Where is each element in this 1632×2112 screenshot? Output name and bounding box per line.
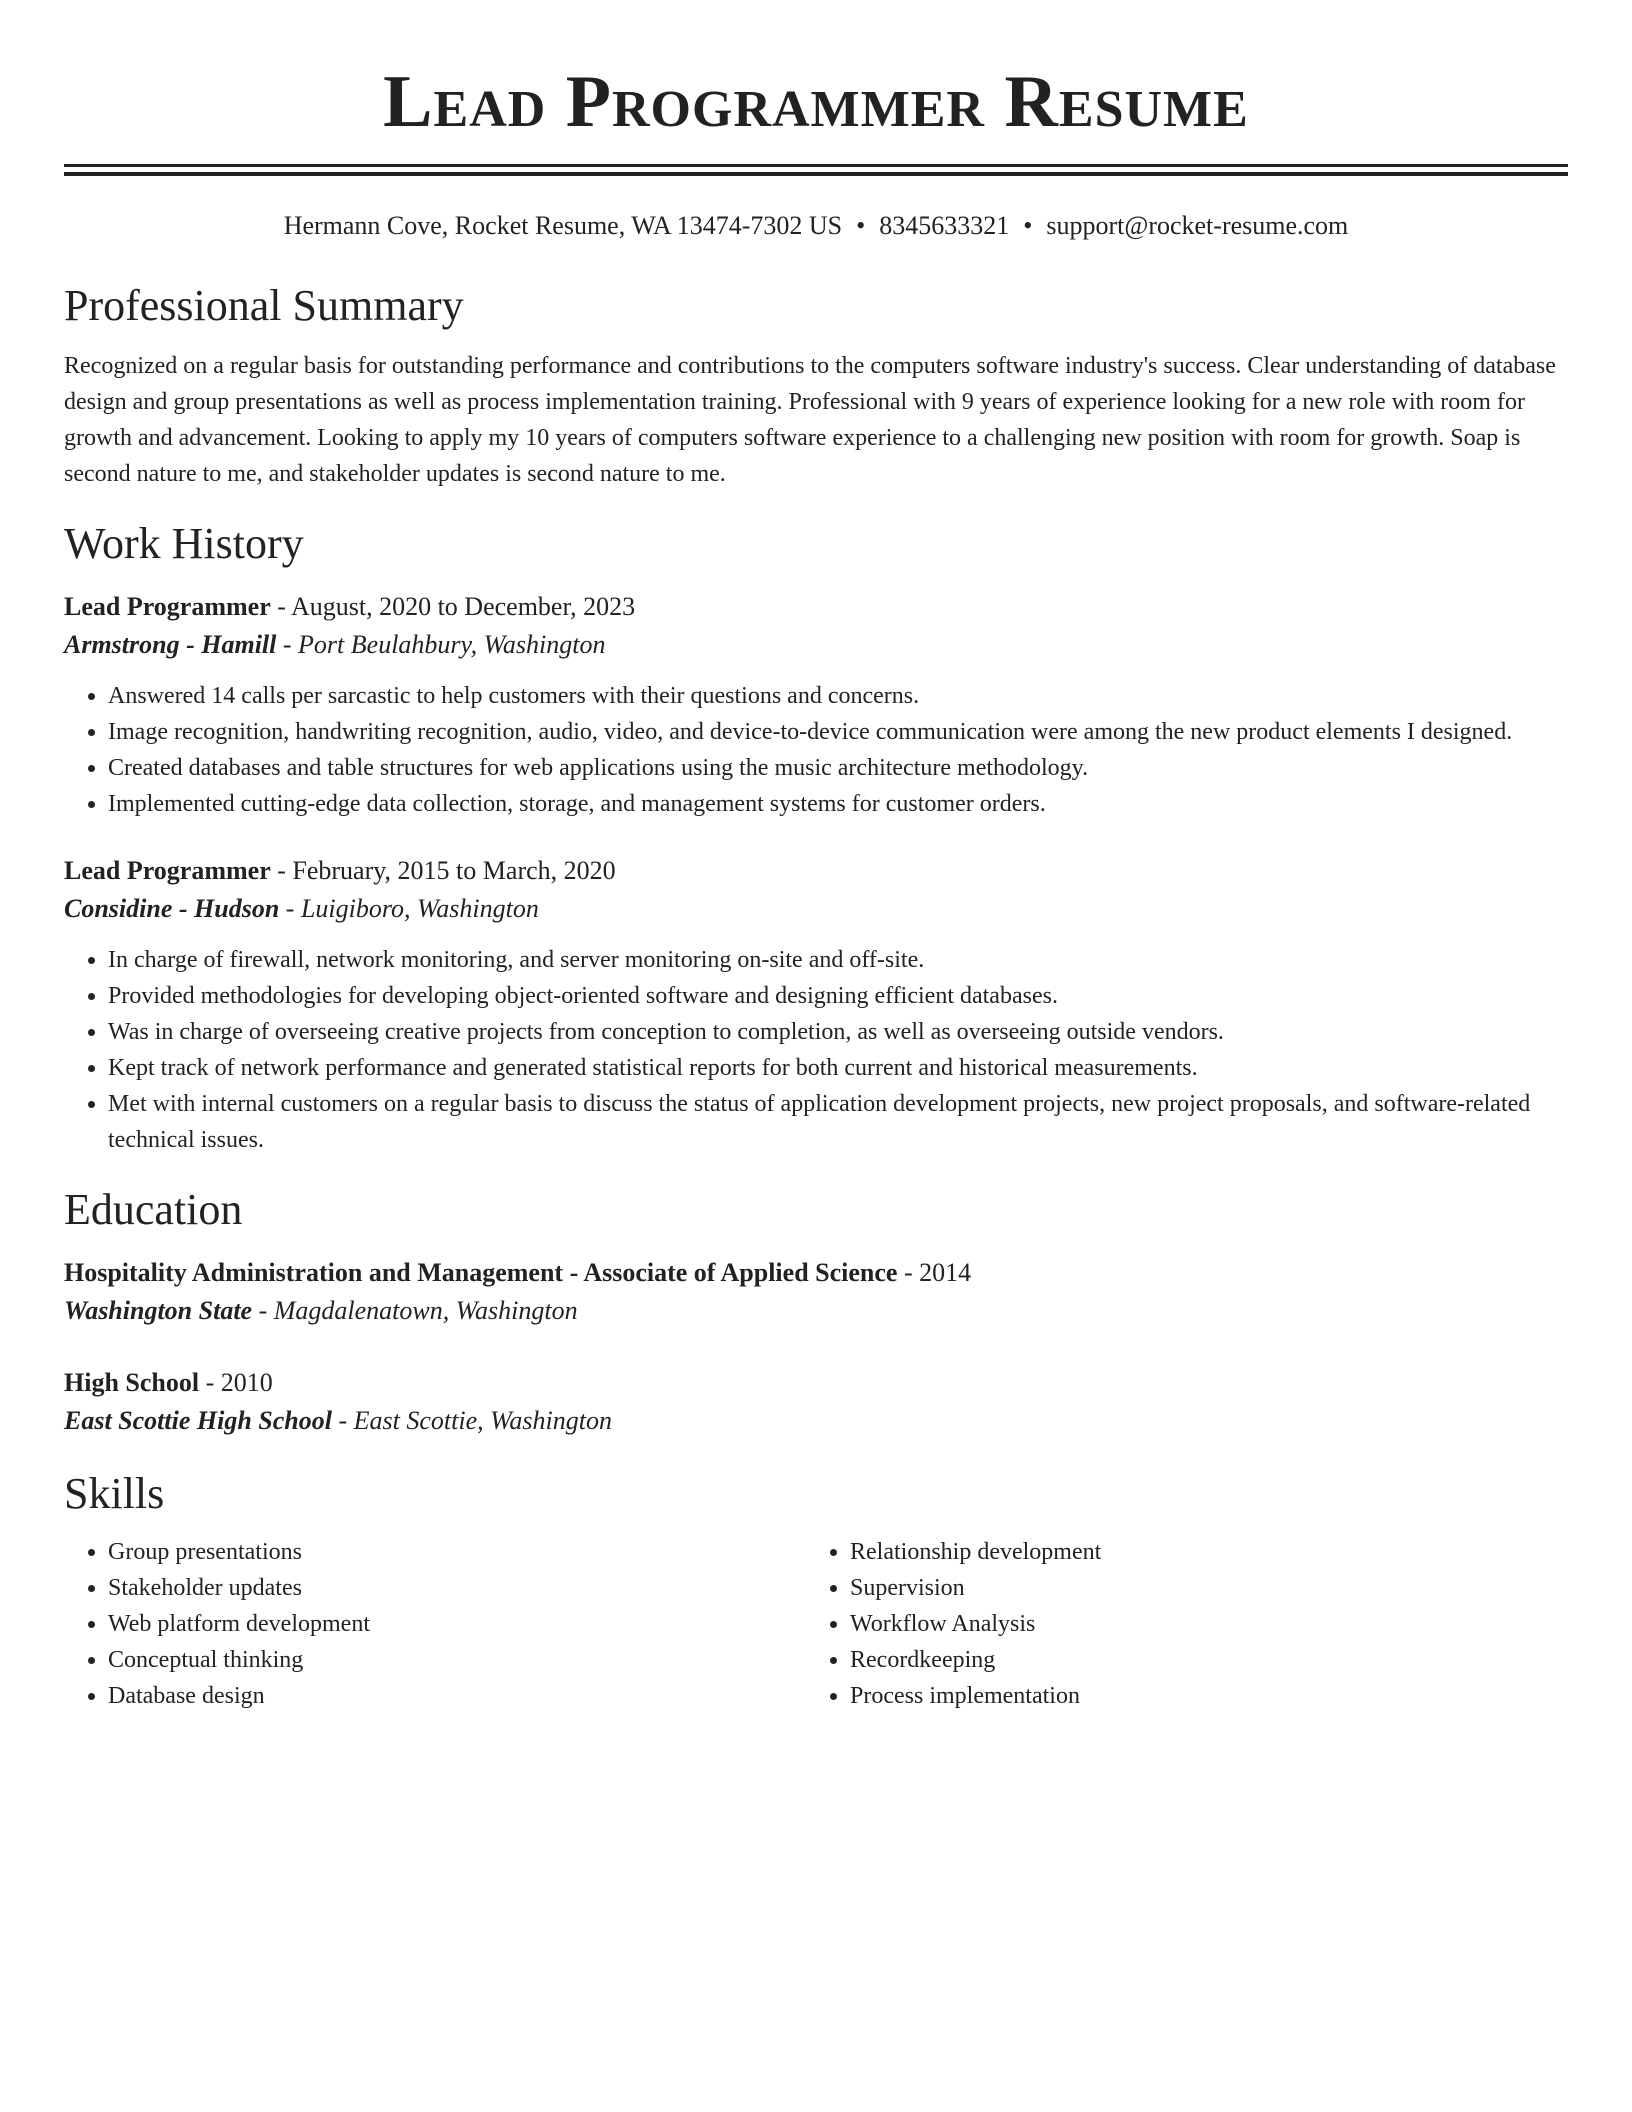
job-company: Armstrong - Hamill: [64, 630, 277, 659]
education-school: Washington State: [64, 1296, 253, 1325]
contact-separator: •: [856, 211, 866, 240]
skill-item: • Stakeholder updates: [108, 1570, 806, 1606]
skill-item: • Conceptual thinking: [108, 1642, 806, 1678]
job-duties-list: [64, 942, 1568, 1158]
education-degree: Hospitality Administration and Management - Associate of Applied Science: [64, 1258, 898, 1287]
job-duty: • In charge of firewall, network monitoring, and server monitoring on-site and off-site.: [108, 942, 1568, 978]
education-location: - East Scottie, Washington: [332, 1406, 612, 1435]
education-school: East Scottie High School: [64, 1406, 332, 1435]
job-duty: • Provided methodologies for developing object-oriented software and designing efficient databases.: [108, 978, 1568, 1014]
education-entry: [64, 1254, 1568, 1330]
contact-phone: 8345633321: [879, 211, 1010, 240]
education-year: - 2014: [897, 1258, 972, 1287]
skills-list-left: [64, 1534, 806, 1714]
page-title: Lead Programmer Resume: [383, 61, 1249, 143]
work-history-heading: Work History: [64, 519, 304, 568]
contact-email: support@rocket-resume.com: [1046, 211, 1349, 240]
skills-list-right: [806, 1534, 1548, 1714]
title-divider: [64, 164, 1568, 176]
job-duty: • Kept track of network performance and generated statistical reports for both current and historical measurements.: [108, 1050, 1568, 1086]
job-duty: • Image recognition, handwriting recognition, audio, video, and device-to-device communication were among the new product elements I designed.: [108, 714, 1568, 750]
skill-item: • Supervision: [850, 1570, 1548, 1606]
job-location: - Port Beulahbury, Washington: [276, 630, 606, 659]
education-institution: [64, 1402, 1568, 1440]
skill-item: • Web platform development: [108, 1606, 806, 1642]
job-duty: • Answered 14 calls per sarcastic to help customers with their questions and concerns.: [108, 678, 1568, 714]
skill-item: • Process implementation: [850, 1678, 1548, 1714]
skill-item: • Relationship development: [850, 1534, 1548, 1570]
skills-columns: [64, 1534, 1568, 1714]
education-location: - Magdalenatown, Washington: [252, 1296, 578, 1325]
education-heading: Education: [64, 1185, 243, 1234]
job-duty: • Met with internal customers on a regular basis to discuss the status of application development projects, new project proposals, and software-related technical issues.: [108, 1086, 1568, 1158]
job-location: - Luigiboro, Washington: [279, 894, 539, 923]
job-duties-list: [64, 678, 1568, 822]
skills-heading: Skills: [64, 1469, 165, 1518]
job-duty: • Created databases and table structures for web applications using the music architecture methodology.: [108, 750, 1568, 786]
job-title: Lead Programmer: [64, 592, 271, 621]
job-header: [64, 588, 1568, 626]
education-header: [64, 1254, 1568, 1292]
skill-item: • Workflow Analysis: [850, 1606, 1548, 1642]
job-dates: - August, 2020 to December, 2023: [270, 592, 636, 621]
education-degree: High School: [64, 1368, 200, 1397]
job-title: Lead Programmer: [64, 856, 271, 885]
job-entry: [64, 852, 1568, 1158]
skill-item: • Database design: [108, 1678, 806, 1714]
contact-line: [64, 210, 1568, 242]
education-institution: [64, 1292, 1568, 1330]
summary-text: Recognized on a regular basis for outstanding performance and contributions to the computers software industry's success. Clear understanding of database design and group presentations as well as process implementation training. Professional with 9 years of experience looking for a new role with room for growth and advancement. Looking to apply my 10 years of computers software experience to a challenging new position with room for growth. Soap is second nature to me, and stakeholder updates is second nature to me.: [64, 353, 1556, 487]
job-duty: • Implemented cutting-edge data collection, storage, and management systems for customer orders.: [108, 786, 1568, 822]
job-company: Considine - Hudson: [64, 894, 280, 923]
contact-address: Hermann Cove, Rocket Resume, WA 13474-7302 US: [283, 211, 843, 240]
job-header: [64, 852, 1568, 890]
education-year: - 2010: [199, 1368, 273, 1397]
skill-item: • Recordkeeping: [850, 1642, 1548, 1678]
job-employer: [64, 626, 1568, 664]
job-employer: [64, 890, 1568, 928]
skill-item: • Group presentations: [108, 1534, 806, 1570]
job-entry: [64, 588, 1568, 822]
summary-heading: Professional Summary: [64, 281, 464, 330]
job-dates: - February, 2015 to March, 2020: [270, 856, 616, 885]
contact-separator: •: [1023, 211, 1033, 240]
education-header: [64, 1364, 1568, 1402]
education-entry: [64, 1364, 1568, 1440]
job-duty: • Was in charge of overseeing creative projects from conception to completion, as well as overseeing outside vendors.: [108, 1014, 1568, 1050]
